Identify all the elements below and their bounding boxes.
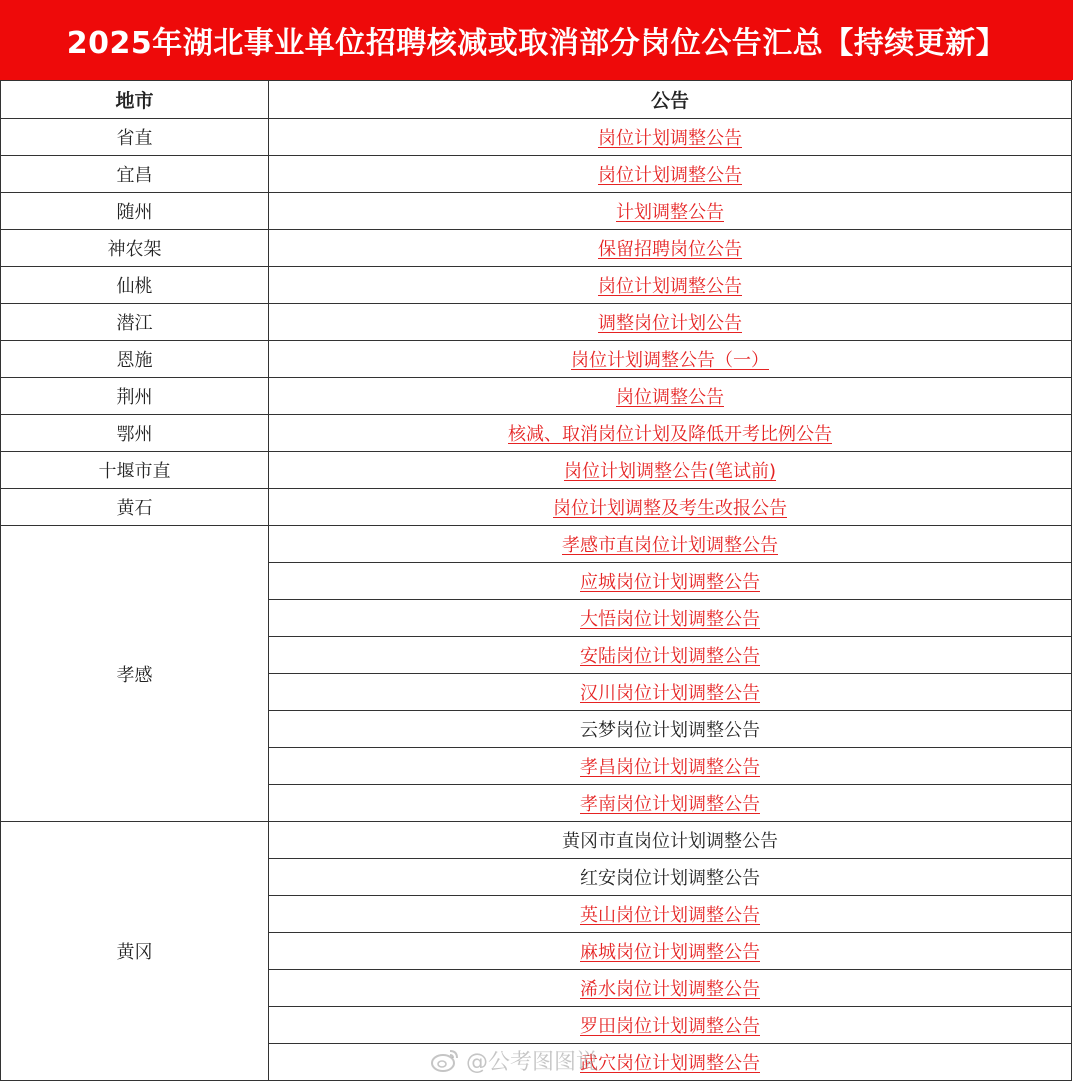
table-row (1, 378, 1072, 415)
notice-cell (269, 859, 1072, 896)
notice-text: 云梦岗位计划调整公告 (580, 720, 760, 741)
notice-text: 黄冈市直岗位计划调整公告 (562, 831, 778, 852)
notice-link[interactable]: 安陆岗位计划调整公告 (580, 646, 760, 667)
table-row (1, 341, 1072, 378)
notice-cell (269, 526, 1072, 563)
city-cell: 孝感 (1, 526, 269, 822)
notice-cell (269, 748, 1072, 785)
table-row (1, 526, 1072, 563)
table-row (1, 230, 1072, 267)
notice-cell (269, 637, 1072, 674)
notice-link[interactable]: 浠水岗位计划调整公告 (580, 979, 760, 1000)
notice-link[interactable]: 武穴岗位计划调整公告 (580, 1053, 760, 1074)
notice-cell (269, 415, 1072, 452)
city-cell: 省直 (1, 119, 269, 156)
table-row (1, 489, 1072, 526)
city-cell: 宜昌 (1, 156, 269, 193)
notice-cell (269, 378, 1072, 415)
table-body (1, 119, 1072, 1081)
notice-link[interactable]: 调整岗位计划公告 (598, 313, 742, 334)
notice-table (0, 80, 1072, 1081)
table-row (1, 415, 1072, 452)
table-row (1, 193, 1072, 230)
notice-link[interactable]: 孝昌岗位计划调整公告 (580, 757, 760, 778)
city-cell: 神农架 (1, 230, 269, 267)
table-row (1, 119, 1072, 156)
table-row (1, 304, 1072, 341)
notice-cell (269, 119, 1072, 156)
city-cell: 潜江 (1, 304, 269, 341)
table-row (1, 156, 1072, 193)
table-header-row (1, 81, 1072, 119)
notice-link[interactable]: 罗田岗位计划调整公告 (580, 1016, 760, 1037)
notice-link[interactable]: 汉川岗位计划调整公告 (580, 683, 760, 704)
city-cell: 荆州 (1, 378, 269, 415)
notice-link[interactable]: 岗位计划调整公告 (598, 165, 742, 186)
notice-cell (269, 563, 1072, 600)
notice-link[interactable]: 计划调整公告 (616, 202, 724, 223)
city-cell: 黄石 (1, 489, 269, 526)
notice-link[interactable]: 孝感市直岗位计划调整公告 (562, 535, 778, 556)
notice-link[interactable]: 岗位计划调整公告（一） (571, 350, 769, 371)
notice-cell (269, 674, 1072, 711)
notice-cell (269, 193, 1072, 230)
notice-cell (269, 711, 1072, 748)
notice-cell (269, 785, 1072, 822)
city-cell: 黄冈 (1, 822, 269, 1081)
notice-cell (269, 156, 1072, 193)
notice-cell (269, 489, 1072, 526)
header-city: 地市 (1, 81, 269, 119)
watermark-text: @公考图图说 (466, 1049, 599, 1075)
notice-cell (269, 600, 1072, 637)
notice-link[interactable]: 保留招聘岗位公告 (598, 239, 742, 260)
city-cell: 恩施 (1, 341, 269, 378)
notice-link[interactable]: 应城岗位计划调整公告 (580, 572, 760, 593)
notice-cell (269, 452, 1072, 489)
notice-link[interactable]: 岗位计划调整及考生改报公告 (553, 498, 787, 519)
notice-link[interactable]: 孝南岗位计划调整公告 (580, 794, 760, 815)
notice-cell (269, 1044, 1072, 1081)
notice-cell (269, 341, 1072, 378)
notice-cell (269, 970, 1072, 1007)
notice-link[interactable]: 英山岗位计划调整公告 (580, 905, 760, 926)
notice-text: 红安岗位计划调整公告 (580, 868, 760, 889)
header-notice: 公告 (269, 81, 1072, 119)
notice-cell (269, 822, 1072, 859)
notice-link[interactable]: 麻城岗位计划调整公告 (580, 942, 760, 963)
city-cell: 仙桃 (1, 267, 269, 304)
notice-cell (269, 896, 1072, 933)
notice-link[interactable]: 岗位调整公告 (616, 387, 724, 408)
notice-cell (269, 304, 1072, 341)
city-cell: 十堰市直 (1, 452, 269, 489)
notice-link[interactable]: 岗位计划调整公告(笔试前) (563, 461, 777, 482)
page-title: 2025年湖北事业单位招聘核减或取消部分岗位公告汇总【持续更新】 (0, 0, 1073, 80)
table-row (1, 267, 1072, 304)
city-cell: 鄂州 (1, 415, 269, 452)
notice-cell (269, 1007, 1072, 1044)
notice-cell (269, 230, 1072, 267)
table-row (1, 822, 1072, 859)
table-row (1, 452, 1072, 489)
notice-cell (269, 933, 1072, 970)
notice-link[interactable]: 核减、取消岗位计划及降低开考比例公告 (508, 424, 832, 445)
notice-link[interactable]: 岗位计划调整公告 (598, 128, 742, 149)
city-cell: 随州 (1, 193, 269, 230)
notice-cell (269, 267, 1072, 304)
notice-link[interactable]: 岗位计划调整公告 (598, 276, 742, 297)
notice-link[interactable]: 大悟岗位计划调整公告 (580, 609, 760, 630)
